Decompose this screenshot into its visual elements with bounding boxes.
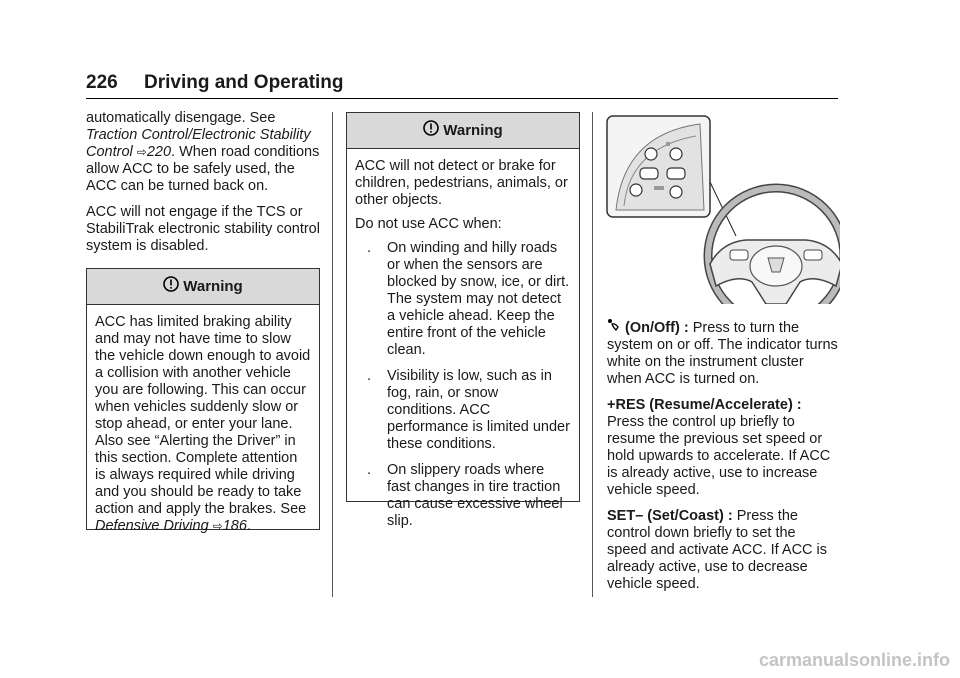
list-item: . On winding and hilly roads or when the sensors are blocked by snow, ice, or dirt. The system may not detect a vehicle ahead. Keep the entire front of the vehicle clean. [367,240,570,358]
page-reference[interactable]: 220 [146,144,172,160]
page-header [86,70,838,99]
warning-box [86,268,320,534]
control-description: (On/Off) : Press to turn the system on or off. The indicator turns white on the instrument cluster when ACC is turned on. [607,320,838,387]
section-title: Driving and Operating [144,72,344,93]
steering-wheel-controls-illustration [604,114,840,304]
column-divider [592,112,593,597]
control-label: (On/Off) : [625,320,689,336]
column-1 [86,110,322,264]
list-item: . Visibility is low, such as in fog, rain, or snow conditions. ACC performance is limited under these conditions. [367,368,570,452]
control-description: SET– (Set/Coast) : Press the control down briefly to set the speed and activate ACC. If ACC is already active, use to decrease vehicle speed. [607,508,828,592]
warning-header [347,113,579,149]
column-3 [607,318,839,602]
list-item: . On slippery roads where fast changes in tire traction can cause excessive wheel slip. [367,462,563,529]
control-label: SET– (Set/Coast) : [607,508,733,524]
warning-body: ACC has limited braking ability and may not have time to slow the vehicle down enough to avoid a collision with another vehicle you are following. This can occur when vehicles suddenly slow or stop ahead, or enter your lane. Also see “Alerting the Driver” in this section. Complete attention is always required while driving and you should be ready to take action and apply the brakes. See Defensive Driving ⇨186. [95,314,311,534]
warning-title: Warning [183,278,243,295]
warning-triangle-icon [163,270,179,305]
page-ref-arrow-icon: ⇨ [136,145,147,159]
page-number: 226 [86,72,118,93]
paragraph: Do not use ACC when: [355,216,502,232]
warning-title: Warning [443,122,503,139]
cross-reference-link[interactable]: Traction Control/Electronic Stability Control [86,127,311,160]
bullet-list [355,240,571,530]
paragraph: ACC will not detect or brake for children, pedestrians, animals, or other objects. [355,158,568,208]
warning-box [346,112,580,529]
control-description: +RES (Resume/Accelerate) : Press the control up briefly to resume the previous set speed or hold upwards to accelerate. If ACC is already active, use to increase vehicle speed. [607,397,831,498]
page-ref-arrow-icon: ⇨ [212,519,223,533]
paragraph: automatically disengage. See Traction Control/Electronic Stability Control ⇨220. When road conditions allow ACC to be safely used, the ACC can be turned back on. [86,110,320,194]
acc-on-off-icon [607,320,621,336]
warning-header [87,269,319,305]
warning-triangle-icon [423,114,439,149]
column-divider [332,112,333,597]
watermark: carmanualsonline.info [758,650,950,670]
warning-body [347,149,579,545]
paragraph: ACC will not engage if the TCS or StabiliTrak electronic stability control system is disabled. [86,204,320,254]
page-reference[interactable]: 186 [222,518,247,534]
control-label: +RES (Resume/Accelerate) : [607,397,802,413]
cross-reference-link[interactable]: Defensive Driving [95,518,209,534]
